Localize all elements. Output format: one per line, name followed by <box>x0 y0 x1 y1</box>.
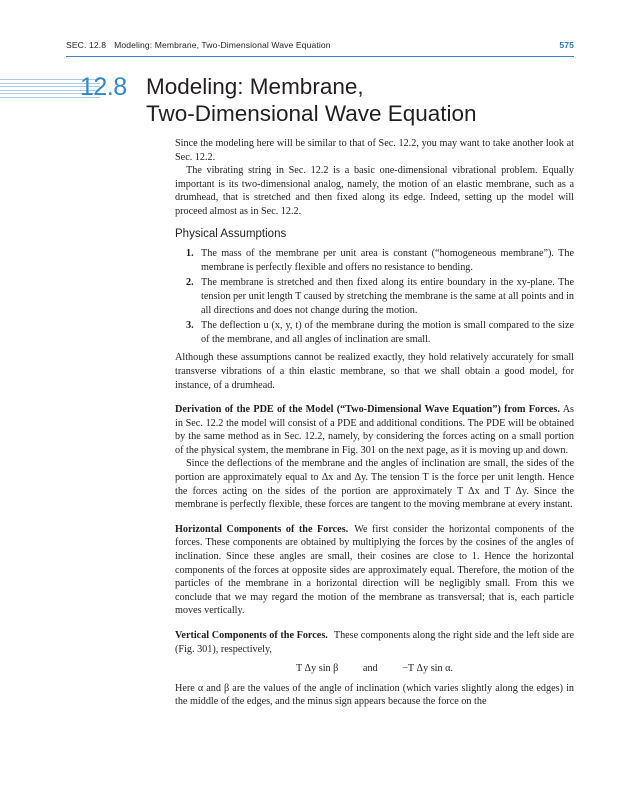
page-number: 575 <box>559 40 574 50</box>
vertical-heading: Vertical Components of the Forces. <box>175 630 328 641</box>
header-section-label: SEC. 12.8 <box>66 40 107 50</box>
assumption-item <box>175 276 574 317</box>
intro-paragraph-2: The vibrating string in Sec. 12.2 is a basic one-dimensional vibrational problem. Equally important is its two-dimensional analog, namely, the motion of an elastic membrane, such as a drumhead, that is stretched and then fixed along its edge. Indeed, setting up the model will proceed almost as in Sec. 12.2. <box>175 165 574 217</box>
assumption-number: 3. <box>186 320 194 332</box>
assumptions-closing: Although these assumptions cannot be realized exactly, they hold relatively accurately for small transverse vibrations of a thin elastic membrane, so that we shall obtain a good model, for instance, of a drumhead. <box>175 352 574 391</box>
physical-assumptions-heading: Physical Assumptions <box>175 227 287 240</box>
derivation-paragraph-2: Since the deflections of the membrane and the angles of inclination are small, the sides of the portion are approximately equal to Δx and Δy. The tension T is the force per unit length. Hence the forces acting on the sides of the portion are approximately T Δx and T Δy. Since the membrane is perfectly flexible, these forces are tangent to the moving membrane at every instant. <box>175 458 574 511</box>
section-title <box>146 73 477 127</box>
horizontal-text: We first consider the horizontal components of the forces. These components are obtained by multiplying the forces by the cosines of the angles of inclination. Since these angles are small, their cosines are close to 1. Hence the horizontal components of the forces at opposite sides are approximately equal. Therefore, the motion of the particles of the membrane in a horizontal direction will be negligibly small. From this we conclude that we may regard the motion of the membrane as transversal; that is, each particle moves vertically. <box>175 523 574 617</box>
assumption-number: 2. <box>186 277 194 289</box>
assumption-item <box>175 247 574 274</box>
assumptions-list <box>175 247 574 346</box>
display-equation <box>175 662 574 676</box>
derivation-paragraph-1 <box>175 403 574 457</box>
horizontal-heading: Horizontal Components of the Forces. <box>175 523 349 535</box>
section-number: 12.8 <box>80 73 127 101</box>
section-title-line2: Two-Dimensional Wave Equation <box>146 101 477 126</box>
equation-right: −T Δy sin α. <box>402 663 454 675</box>
vertical-text: These components along the right side and the left side are (Fig. 301), respectively, <box>175 630 574 655</box>
vertical-paragraph <box>175 629 574 656</box>
derivation-heading: Derivation of the PDE of the Model (“Two-Dimensional Wave Equation”) from Forces. <box>175 404 560 416</box>
header-rule <box>66 56 574 57</box>
derivation-text-1: As in Sec. 12.2 the model will consist of a PDE and additional conditions. The PDE will be obtained by the same method as in Sec. 12.2, namely, by considering the forces acting on a small portion of the physical system, the membrane in Fig. 301 on the next page, as it is moving up and down. <box>175 404 575 456</box>
assumption-text: The deflection u (x, y, t) of the membrane during the motion is small compared to the size of the membrane, and all angles of inclination are small. <box>201 320 574 345</box>
equation-and: and <box>362 663 378 675</box>
intro-paragraph-1: Since the modeling here will be similar to that of Sec. 12.2, you may want to take another look at Sec. 12.2. <box>175 138 574 163</box>
assumption-text: The membrane is stretched and then fixed along its entire boundary in the xy-plane. The tension per unit length T caused by stretching the membrane is the same at all points and in all directions and does not change during the motion. <box>201 277 574 316</box>
running-header-left <box>66 40 331 50</box>
assumption-number: 1. <box>186 248 194 260</box>
running-header <box>66 40 574 54</box>
assumption-item <box>175 319 574 346</box>
horizontal-paragraph <box>175 523 574 618</box>
section-title-line1: Modeling: Membrane, <box>146 74 364 99</box>
vertical-after-text: Here α and β are the values of the angle of inclination (which varies slightly along the edges) in the middle of the edges, and the minus sign appears because the force on the <box>175 682 574 708</box>
equation-left: T Δy sin β <box>295 663 339 675</box>
header-running-title: Modeling: Membrane, Two-Dimensional Wave Equation <box>114 40 331 50</box>
assumption-text: The mass of the membrane per unit area is constant (“homogeneous membrane”). The membrane is perfectly flexible and offers no resistance to bending. <box>201 248 574 273</box>
body-text <box>175 137 574 709</box>
